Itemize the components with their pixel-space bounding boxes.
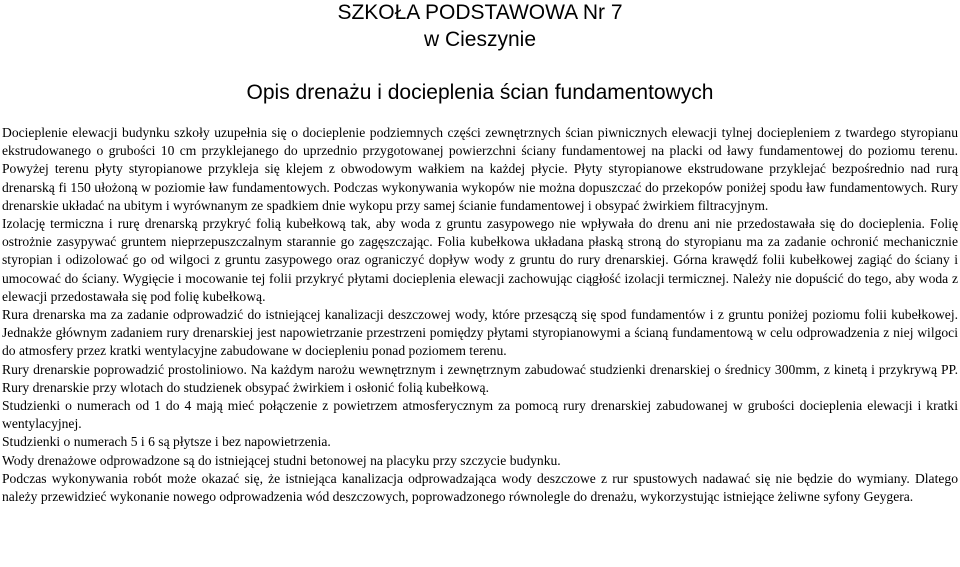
school-city: w Cieszynie — [423, 28, 537, 51]
paragraph: Rury drenarskie poprowadzić prostoliniowo. Na każdym narożu wewnętrznym i zewnętrznym zabudować studzienki drenarskiej o średnicy 300mm, z kinetą i przykrywą PP. Rury drenarskie przy wlotach do studzienek obsypać żwirkiem i osłonić folią kubełkową. — [2, 361, 958, 395]
school-name: SZKOŁA PODSTAWOWA Nr 7 — [337, 1, 623, 24]
paragraph: Studzienki o numerach 5 i 6 są płytsze i bez napowietrzenia. — [2, 434, 331, 450]
paragraph: Docieplenie elewacji budynku szkoły uzupełnia się o docieplenie podziemnych części zewnętrznych ścian piwnicznych elewacji tylnej dociepleniem z twardego styropianu ekstrudowanego o grubości 10 cm przyklejanego do uprzednio przygotowanej powierzchni ściany fundamentowej na placki od ławy fundamentowej do poziomu terenu. Powyżej terenu płyty styropianowe przykleja się klejem z obwodowym wałkiem na każdej płycie. Płyty styropianowe ekstrudowane przyklejać bezpośrednio nad rurą drenarską fi 150 ułożoną w poziomie ław fundamentowych. Podczas wykonywania wykopów nie można dopuszczać do przekopów poniżej spodu ław fundamentowych. Rury drenarskie układać na ubitym i wyrównanym ze spadkiem dnie wykopu przy samej ścianie fundamentowej i obsypać żwirkiem filtracyjnym. — [2, 125, 958, 213]
paragraph: Izolację termiczna i rurę drenarską przykryć folią kubełkową tak, aby woda z gruntu zasypowego nie wpływała do drenu ani nie przedostawała się do docieplenia. Folię ostrożnie zasypywać gruntem nieprzepuszczalnym starannie go zagęszczając. Folia kubełkowa układana płaską stroną do styropianu ma za zadanie ochronić mechanicznie styropian i odizolować go od wilgoci z gruntu zasypowego oraz ograniczyć dopływ wody z gruntu do rury drenarskiej. Górna krawędź folii kubełkowej zagiąć do ściany i umocować do ściany. Wygięcie i mocowanie tej folii przykryć płytami docieplenia elewacji zachowując ciągłość izolacji termicznej. Należy nie dopuścić do tego, aby woda z elewacji przedostawała się pod folię kubełkową. — [2, 216, 958, 304]
document-body — [2, 124, 958, 506]
paragraph: Wody drenażowe odprowadzone są do istniejącej studni betonowej na placyku przy szczycie budynku. — [2, 452, 561, 468]
paragraph: Studzienki o numerach od 1 do 4 mają mieć połączenie z powietrzem atmosferycznym za pomocą rury drenarskiej zabudowanej w grubości docieplenia elewacji i kratki wentylacyjnej. — [2, 398, 958, 432]
document-title: Opis drenażu i docieplenia ścian fundamentowych — [246, 81, 714, 104]
paragraph: Rura drenarska ma za zadanie odprowadzić do istniejącej kanalizacji deszczowej wody, które przesączą się spod fundamentów i z gruntu poniżej poziomu folii kubełkowej. Jednakże głównym zadaniem rury drenarskiej jest napowietrzanie przestrzeni pomiędzy płytami styropianowymi a ścianą fundamentową w celu odprowadzenia z niej wilgoci do atmosfery przez kratki wentylacyjne zabudowane w dociepleniu ponad poziomem terenu. — [2, 307, 958, 359]
paragraph: Podczas wykonywania robót może okazać się, że istniejąca kanalizacja odprowadzająca wody deszczowe z rur spustowych nadawać się nie będzie do wymiany. Dlatego należy przewidzieć wykonanie nowego odprowadzenia wód deszczowych, poprowadzonego równolegle do drenażu, wykorzystując istniejące żeliwne syfony Geygera. — [2, 470, 958, 505]
